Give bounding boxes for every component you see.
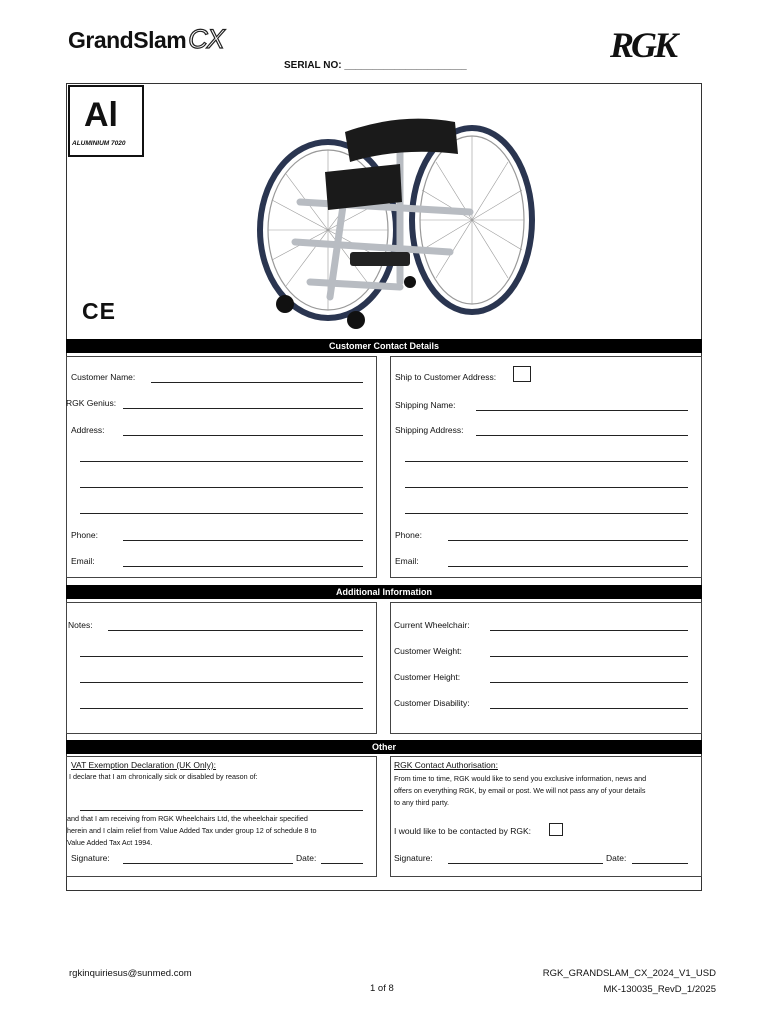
contact-opt-in-label: I would like to be contacted by RGK: [394, 826, 532, 836]
shipping-phone-label: Phone: [395, 530, 422, 540]
serial-number-label: SERIAL NO: ______________________ [284, 60, 467, 71]
vat-signature-label: Signature: [71, 853, 110, 863]
vat-text-line-1: and that I am receiving from RGK Wheelchairs Ltd, the wheelchair specified [67, 814, 308, 823]
contact-auth-line-3: to any third party. [394, 798, 449, 807]
address-field-4[interactable] [80, 513, 363, 514]
contact-auth-title: RGK Contact Authorisation: [394, 760, 498, 770]
shipping-phone-field[interactable] [448, 540, 688, 541]
wheelchair-image [250, 92, 540, 332]
shipping-address-field-4[interactable] [405, 513, 688, 514]
shipping-address-field-1[interactable] [476, 435, 688, 436]
shipping-address-label: Shipping Address: [395, 425, 464, 435]
address-field-1[interactable] [123, 435, 363, 436]
vat-text-line-3: Value Added Tax Act 1994. [67, 838, 153, 847]
shipping-address-field-2[interactable] [405, 461, 688, 462]
vat-reason-field[interactable] [80, 810, 363, 811]
customer-name-field[interactable] [151, 382, 363, 383]
address-field-2[interactable] [80, 461, 363, 462]
grandslam-logo: GrandSlamCX [68, 24, 224, 54]
customer-panel [66, 356, 377, 578]
shipping-email-label: Email: [395, 556, 419, 566]
material-symbol: Al [84, 96, 118, 134]
footer-email: rgkinquiriesus@sunmed.com [69, 968, 192, 979]
shipping-name-label: Shipping Name: [395, 400, 456, 410]
rgk-logo: RGK [610, 25, 676, 65]
vat-signature-field[interactable] [123, 863, 293, 864]
vat-title: VAT Exemption Declaration (UK Only): [71, 760, 217, 770]
address-label: Address: [71, 425, 105, 435]
ce-mark: CE [82, 298, 116, 324]
vat-declare-text: I declare that I am chronically sick or disabled by reason of: [69, 772, 258, 781]
vat-text-line-2: herein and I claim relief from Value Added Tax under group 12 of schedule 8 to [67, 826, 317, 835]
customer-height-label: Customer Height: [394, 672, 461, 682]
contact-signature-field[interactable] [448, 863, 603, 864]
section-header-other: Other [66, 740, 702, 754]
footer-page-number: 1 of 8 [370, 983, 394, 994]
customer-weight-field[interactable] [490, 656, 688, 657]
contact-date-field[interactable] [632, 863, 688, 864]
customer-name-label: Customer Name: [71, 372, 136, 382]
notes-field-2[interactable] [80, 656, 363, 657]
phone-label: Phone: [71, 530, 98, 540]
ship-to-customer-label: Ship to Customer Address: [395, 372, 497, 382]
footer-doc-code: RGK_GRANDSLAM_CX_2024_V1_USD [542, 968, 716, 979]
notes-field-3[interactable] [80, 682, 363, 683]
section-header-customer: Customer Contact Details [66, 339, 702, 353]
footer-revision: MK-130035_RevD_1/2025 [603, 984, 716, 995]
notes-panel [66, 602, 377, 734]
email-label: Email: [71, 556, 95, 566]
rgk-genius-label: RGK Genius: [66, 398, 117, 408]
customer-disability-label: Customer Disability: [394, 698, 470, 708]
current-wheelchair-label: Current Wheelchair: [394, 620, 470, 630]
rear-wheel-right [412, 128, 532, 312]
material-label: ALUMINIUM 7020 [72, 140, 126, 147]
notes-label: Notes: [68, 620, 93, 630]
current-wheelchair-field[interactable] [490, 630, 688, 631]
shipping-email-field[interactable] [448, 566, 688, 567]
customer-weight-label: Customer Weight: [394, 646, 462, 656]
contact-opt-in-checkbox[interactable] [549, 823, 563, 836]
shipping-address-field-3[interactable] [405, 487, 688, 488]
contact-signature-label: Signature: [394, 853, 433, 863]
phone-field[interactable] [123, 540, 363, 541]
contact-auth-line-2: offers on everything RGK, by email or post. We will not pass any of your details [394, 786, 646, 795]
ship-to-customer-checkbox[interactable] [513, 366, 531, 382]
rgk-genius-field[interactable] [123, 408, 363, 409]
address-field-3[interactable] [80, 487, 363, 488]
customer-height-field[interactable] [490, 682, 688, 683]
section-header-additional: Additional Information [66, 585, 702, 599]
vat-date-label: Date: [296, 853, 317, 863]
vat-date-field[interactable] [321, 863, 363, 864]
notes-field-1[interactable] [108, 630, 363, 631]
customer-disability-field[interactable] [490, 708, 688, 709]
shipping-panel [390, 356, 702, 578]
contact-auth-line-1: From time to time, RGK would like to send you exclusive information, news and [394, 774, 647, 783]
contact-date-label: Date: [606, 853, 627, 863]
email-field[interactable] [123, 566, 363, 567]
shipping-name-field[interactable] [476, 410, 688, 411]
notes-field-4[interactable] [80, 708, 363, 709]
